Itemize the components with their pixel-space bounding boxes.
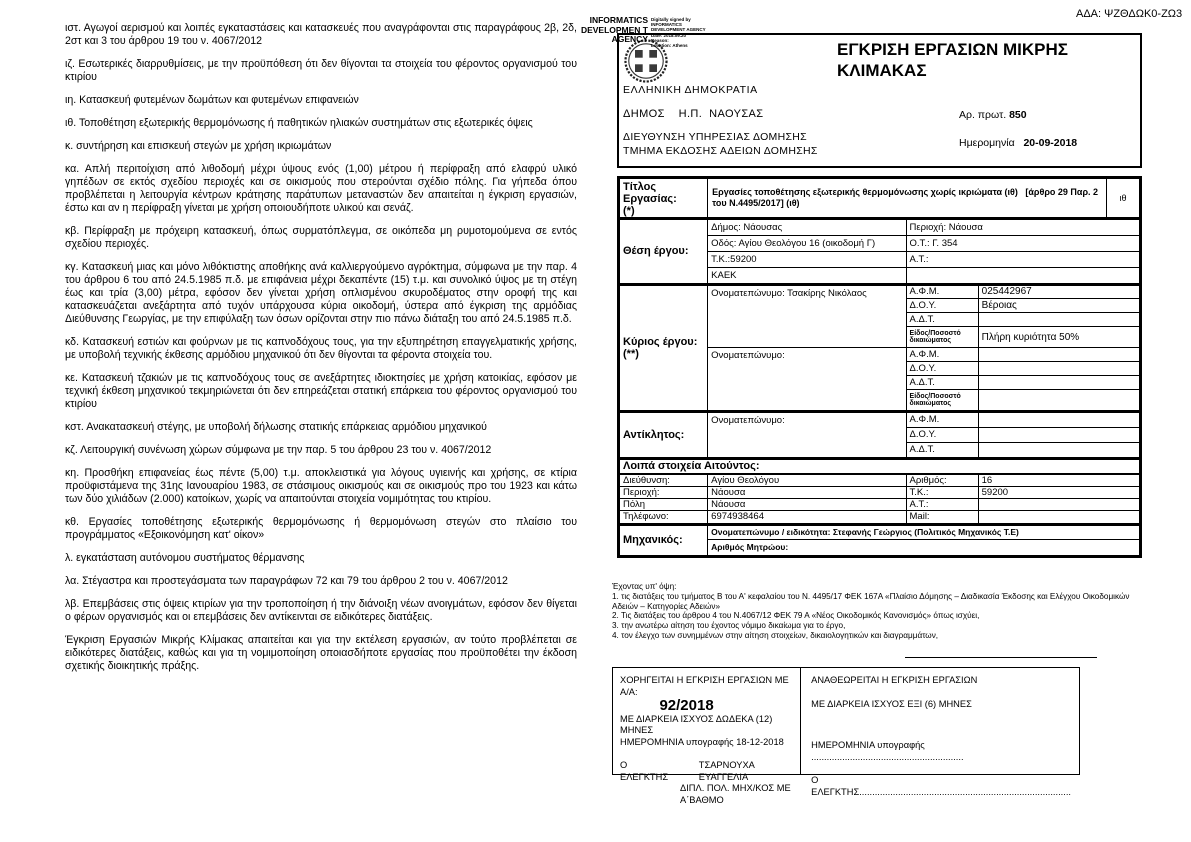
- title-row-table: [619, 178, 1140, 218]
- notes-intro: Έχοντας υπ' όψη:: [612, 582, 677, 591]
- issue-date-line: [959, 137, 1077, 149]
- revision-line1: ΑΝΑΘΕΩΡΕΙΤΑΙ Η ΕΓΚΡΙΣΗ ΕΡΓΑΣΙΩΝ: [811, 675, 978, 685]
- owner1-right-kind-value: Πλήρη κυριότητα 50%: [978, 327, 1139, 348]
- grant-duration: ΜΕ ΔΙΑΡΚΕΙΑ ΙΣΧΥΟΣ ΔΩΔΕΚΑ (12) ΜΗΝΕΣ: [620, 713, 773, 735]
- legal-paragraph: κα. Απλή περιτοίχιση από λιθοδομή μέχρι ύψους ενός (1,00) μέτρου ή περίφραξη από ελαφρύ υλικό γηπέδων σε εκτός σχεδίου περιοχές και σε οικισμούς που στερούνται σχέδιο πόλης. Για γήπεδα όπου προβλέπεται η λειτουργία κέντρων κράτησης παράτυπων μεταναστών δεν απαιτείται η έγκριση εργασιών, έστω και αν η περίφραξη γίνεται με χρήση οποιουδήποτε υλικού και σενάζ.: [65, 163, 577, 214]
- legal-paragraph: ιζ. Εσωτερικές διαρρυθμίσεις, με την προϋπόθεση ότι δεν θίγονται τα στοιχεία του φέροντος οργανισμού του κτιρίου: [65, 58, 577, 83]
- owner1-adt-value: [978, 313, 1139, 327]
- stamp-line: Location: Athens: [651, 43, 688, 49]
- works-approval-table: [617, 176, 1142, 558]
- legal-paragraph: ιη. Κατασκευή φυτεμένων δωμάτων και φυτεμένων επιφανειών: [65, 94, 359, 106]
- owner2-name: Ονοματεπώνυμο:: [708, 348, 906, 411]
- owner2-doy-label: Δ.Ο.Υ.: [906, 362, 978, 376]
- applicant-city-value: Νάουσα: [708, 498, 906, 510]
- owner-asterisk: (**): [623, 347, 639, 360]
- proxy-label: Αντίκλητος:: [620, 412, 708, 457]
- owner2-right-kind-value: [978, 390, 1139, 411]
- applicant-header: Λοιπά στοιχεία Αιτούντος:: [620, 459, 1140, 474]
- owner1-adt-label: Α.Δ.Τ.: [906, 313, 978, 327]
- approval-number: 92/2018: [659, 697, 714, 714]
- applicant-number-label: Αριθμός:: [906, 474, 978, 487]
- owner1-name: Ονοματεπώνυμο: Τσακίρης Νικόλαος: [708, 285, 906, 348]
- engineer-name-specialty: Ονοματεπώνυμο / ειδικότητα: Στεφανής Γεώργιος (Πολιτικός Μηχανικός Τ.Ε): [708, 525, 1140, 540]
- note-item: 4. τον έλεγχο των συνημμένων στην αίτηση στοιχείων, δικαιολογητικών και διαγραμμάτων,: [612, 630, 939, 640]
- department-label: ΤΜΗΜΑ ΕΚΔΟΣΗΣ ΑΔΕΙΩΝ ΔΟΜΗΣΗΣ: [623, 144, 818, 157]
- owner1-doy-value: Βέροιας: [978, 299, 1139, 313]
- legal-paragraph: κ. συντήρηση και επισκευή στεγών με χρήση ικριωμάτων: [65, 140, 332, 152]
- engineer-section: [619, 524, 1140, 557]
- grant-left-cell: [613, 668, 801, 805]
- proxy-name: Ονοματεπώνυμο:: [708, 412, 906, 457]
- work-title-label-cell: [620, 179, 708, 218]
- note-item: 3. την ανωτέρω αίτηση του έχοντος νόμιμο δικαίωμα για το έργο,: [612, 621, 846, 631]
- owner2-adt-value: [978, 376, 1139, 390]
- legal-paragraph: κστ. Ανακατασκευή στέγης, με υποβολή δήλωσης στατικής επάρκειας αρμόδιου μηχανικού: [65, 421, 487, 433]
- field-block: Ο.Τ.: Γ. 354: [906, 235, 1139, 251]
- field-postcode: Τ.Κ.:59200: [708, 251, 906, 267]
- applicant-address-label: Διεύθυνση:: [620, 474, 708, 487]
- field-area: Περιοχή: Νάουσα: [906, 219, 1139, 235]
- revision-right-cell: [801, 668, 1079, 797]
- field-municipality: Δήμος: Νάουσας: [708, 219, 906, 235]
- legal-paragraph: λ. εγκατάσταση αυτόνομου συστήματος θέρμανσης: [65, 552, 305, 564]
- location-section: [619, 218, 1140, 284]
- proxy-adt-value: [978, 442, 1139, 457]
- note-item: 1. τις διατάξεις του τμήματος Β του Α' κεφαλαίου του Ν. 4495/17 ΦΕΚ 167Α «Πλαίσιο Δόμησης – Διαδικασία Έκδοσης και Ελέγχου Οικοδομικών Αδειών – Κατηγορίες Αδειών»: [612, 591, 1130, 611]
- applicant-at-value: [978, 498, 1139, 510]
- legal-paragraph: κη. Προσθήκη επιφανείας έως πέντε (5,00) τ.μ. αποκλειστικά για λόγους υγιεινής και χρήσης, σε κτίρια προϋφιστάμενα της 31ης Ιανουαρίου 1983, σε στάσιμους οικισμούς και σε οικισμούς προ του 1923 και κάτω των δύο χιλιάδων (2.000) κατοίκων, χωρίς να απαιτούνται στοιχεία νομιμότητας του κτιρίου.: [65, 467, 577, 505]
- revision-sign-date: ΗΜΕΡΟΜΗΝΙΑ υπογραφής ...........................................................: [811, 740, 964, 762]
- grant-line1: ΧΟΡΗΓΕΙΤΑΙ Η ΕΓΚΡΙΣΗ ΕΡΓΑΣΙΩΝ ΜΕ Α/Α:: [620, 675, 789, 697]
- inspector-title: ΔΙΠΛ. ΠΟΛ. ΜΗΧ/ΚΟΣ ΜΕ Α΄ΒΑΘΜΟ: [680, 783, 791, 805]
- owner2-afm-label: Α.Φ.Μ.: [906, 348, 978, 362]
- protocol-number-line: [959, 109, 1027, 121]
- proxy-doy-label: Δ.Ο.Υ.: [906, 427, 978, 442]
- republic-label: ΕΛΛΗΝΙΚΗ ΔΗΜΟΚΡΑΤΙΑ: [623, 84, 758, 96]
- signature-divider-line: [905, 657, 1097, 658]
- applicant-mail-value: [978, 510, 1139, 523]
- municipality-label: ΔΗΜΟΣ Η.Π. ΝΑΟΥΣΑΣ: [623, 108, 764, 120]
- document-title: ΕΓΚΡΙΣΗ ΕΡΓΑΣΙΩΝ ΜΙΚΡΗΣ ΚΛΙΜΑΚΑΣ: [837, 40, 1068, 80]
- approval-grant-box: [612, 667, 1080, 805]
- field-street: Οδός: Αγίου Θεολόγου 16 (οικοδομή Γ): [708, 235, 906, 251]
- applicant-at-label: Α.Τ.:: [906, 498, 978, 510]
- owner1-right-kind-label: Είδος/Ποσοστό δικαιώματος: [906, 327, 978, 348]
- proxy-doy-value: [978, 427, 1139, 442]
- applicant-city-label: Πόλη: [620, 498, 708, 510]
- field-at: Α.Τ.:: [906, 251, 1139, 267]
- proxy-afm-value: [978, 412, 1139, 427]
- stamp-line: DEVELOPMENT AGENCY: [651, 27, 706, 33]
- issue-date: 20-09-2018: [1023, 137, 1078, 149]
- legal-paragraph: Έγκριση Εργασιών Μικρής Κλίμακας απαιτείται και για την εκτέλεση εργασιών, αν τούτο προβλέπεται σε ειδικότερες διατάξεις, καθώς και για τη νομιμοποίηση οποιασδήποτε εργασίας που προϋποθέτει την έκδοση σχετικής διοικητικής πράξης.: [65, 634, 577, 672]
- stamp-line: INFORMATICS: [651, 22, 682, 28]
- signature-agency-stamp: INFORMATICS DEVELOPMEN T AGENCY: [580, 15, 648, 44]
- legal-paragraph: κε. Κατασκευή τζακιών με τις καπνοδόχους τους σε ανεξάρτητες ιδιοκτησίες με χρήση κατοικίας, εφόσον με τεχνική έκθεση μηχανικού τεκμηριώνεται ότι δεν επηρεάζεται στατική επάρκεια του φέροντος οργανισμού του κτιρίου: [65, 372, 577, 410]
- legal-basis-notes: [612, 582, 1142, 641]
- owner2-doy-value: [978, 362, 1139, 376]
- proxy-afm-label: Α.Φ.Μ.: [906, 412, 978, 427]
- legal-paragraph: λβ. Επεμβάσεις στις όψεις κτιρίων για την τροποποίηση ή την διάνοιξη νέων ανοιγμάτων, εφόσον δεν θίγεται ο φέρων οργανισμός και οι επεμβάσεις δεν αντίκεινται σε ειδικότερες διατάξεις.: [65, 598, 577, 623]
- applicant-tk-label: Τ.Κ.:: [906, 486, 978, 498]
- field-kaek-value: [906, 267, 1139, 283]
- applicant-tk-value: 59200: [978, 486, 1139, 498]
- stamp-line: Date: 2018.09.20: [651, 32, 687, 38]
- digital-signature-detail: [651, 17, 721, 48]
- applicant-section: [619, 458, 1140, 524]
- applicant-phone-value: 6974938464: [708, 510, 906, 523]
- owner2-adt-label: Α.Δ.Τ.: [906, 376, 978, 390]
- owner2-afm-value: [978, 348, 1139, 362]
- owner-label-cell: [620, 285, 708, 411]
- location-label: Θέση έργου:: [620, 219, 708, 283]
- applicant-mail-label: Mail:: [906, 510, 978, 523]
- work-title-asterisk: (*): [623, 205, 635, 217]
- legal-paragraph: κβ. Περίφραξη με πρόχειρη κατασκευή, όπως συρματόπλεγμα, σε οικόπεδα μη ρυμοτομούμενα σε εντός σχεδίου περιοχές.: [65, 225, 577, 250]
- legal-paragraph: ιστ. Αγωγοί αερισμού και λοιπές εγκαταστάσεις και κατασκευές που αναγράφονται στις παραγράφους 2β, 2δ, 2στ και 3 του άρθρου 19 του ν. 4067/2012: [65, 22, 577, 47]
- applicant-area-label: Περιοχή:: [620, 486, 708, 498]
- owner-label: Κύριος έργου:: [623, 335, 698, 348]
- directorate-block: [623, 131, 818, 158]
- legal-text-column: [65, 22, 577, 683]
- legal-paragraph: λα. Στέγαστρα και προστεγάσματα των παραγράφων 72 και 79 του άρθρου 2 του ν. 4067/2012: [65, 575, 508, 587]
- stamp-line: Reason:: [651, 37, 669, 43]
- owner1-doy-label: Δ.Ο.Υ.: [906, 299, 978, 313]
- directorate-label: ΔΙΕΥΘΥΝΣΗ ΥΠΗΡΕΣΙΑΣ ΔΟΜΗΣΗΣ: [623, 131, 807, 143]
- applicant-area-value: Νάουσα: [708, 486, 906, 498]
- applicant-phone-label: Τηλέφωνο:: [620, 510, 708, 523]
- proxy-adt-label: Α.Δ.Τ.: [906, 442, 978, 457]
- date-label: Ημερομηνία: [959, 137, 1015, 149]
- revision-inspector: Ο ΕΛΕΓΚΤΗΣ..................................................................................: [811, 775, 1072, 797]
- grant-sign-date: ΗΜΕΡΟΜΗΝΙΑ υπογραφής 18-12-2018: [620, 736, 784, 747]
- field-kaek: ΚΑΕΚ: [708, 267, 906, 283]
- work-category-code: ιθ: [1106, 179, 1139, 218]
- engineer-registry-number: Αριθμός Μητρώου:: [708, 540, 1140, 556]
- inspector-label: Ο ΕΛΕΓΚΤΗΣ: [620, 760, 669, 782]
- ada-code: ΑΔΑ: ΨΖΘΔΩΚ0-ΖΩ3: [1076, 8, 1183, 20]
- proxy-section: [619, 411, 1140, 458]
- work-title-value: Εργασίες τοποθέτησης εξωτερικής θερμομόνωσης χωρίς ικριώματα (ιθ) [άρθρο 29 Παρ. 2 του Ν.4495/2017] (ιθ): [708, 179, 1107, 218]
- applicant-number-value: 16: [978, 474, 1139, 487]
- stamp-line: Digitally signed by: [651, 17, 691, 22]
- legal-paragraph: κθ. Εργασίες τοποθέτησης εξωτερικής θερμομόνωσης ή θερμομόνωση στεγών στο πλαίσιο του προγράμματος «Εξοικονόμηση κατ' οίκον»: [65, 516, 577, 541]
- note-item: 2. Τις διατάξεις του άρθρου 4 του Ν.4067/12 ΦΕΚ 79 Α «Νέος Οικοδομικός Κανονισμός» όπως ισχύει,: [612, 611, 980, 621]
- applicant-address-value: Αγίου Θεολόγου: [708, 474, 906, 487]
- work-title-label: Τίτλος Εργασίας:: [623, 181, 677, 205]
- revision-duration: ΜΕ ΔΙΑΡΚΕΙΑ ΙΣΧΥΟΣ ΕΞΙ (6) ΜΗΝΕΣ: [811, 698, 972, 709]
- inspector-row: [620, 760, 793, 783]
- legal-paragraph: κζ. Λειτουργική συνένωση χώρων σύμφωνα με την παρ. 5 του άρθρου 23 του ν. 4067/2012: [65, 444, 492, 456]
- legal-paragraph: ιθ. Τοποθέτηση εξωτερικής θερμομόνωσης ή παθητικών ηλιακών συστημάτων στις εξωτερικές όψεις: [65, 117, 533, 129]
- form-header-box: [617, 33, 1142, 168]
- legal-paragraph: κγ. Κατασκευή μιας και μόνο λιθόκτιστης αποθήκης ανά καλλιεργούμενο αγρόκτημα, σύμφωνα με την παρ. 4 του άρθρου 6 του από 24.5.1985 π.δ. με επιφάνεια μέχρι δεκαπέντε (15) τ.μ. και συνολικό ύψος με τη στέγη έως και τρία (3,00) μέτρα, εφόσον δεν γίνεται χρήση οπλισμένου σκυροδέματος στην οροφή της και κατασκευάζεται ανεξάρτητα από τυχόν υπάρχουσα κύρια οικοδομή, ύστερα από έγκριση της αρμόδιας Διεύθυνσης Γεωργίας, με την επιφύλαξη των όσων ορίζονται στην πιο πάνω διάταξη του από 24.5.1985 π.δ.: [65, 261, 577, 325]
- inspector-name: ΤΣΑΡΝΟΥΧΑ ΕΥΑΓΓΕΛΙΑ: [698, 760, 755, 782]
- protocol-number: 850: [1009, 109, 1027, 121]
- engineer-label: Μηχανικός:: [620, 525, 708, 556]
- owner-section: [619, 284, 1140, 412]
- legal-paragraph: κδ. Κατασκευή εστιών και φούρνων με τις καπνοδόχους τους, για την εξυπηρέτηση επαγγελματικής χρήσης, με υποβολή τεχνικής έκθεσης αρμόδιου μηχανικού ότι δεν θίγονται τα φέροντα στοιχεία του.: [65, 336, 577, 361]
- owner1-afm-label: Α.Φ.Μ.: [906, 285, 978, 299]
- owner2-right-kind-label: Είδος/Ποσοστό δικαιώματος: [906, 390, 978, 411]
- protocol-label: Αρ. πρωτ.: [959, 109, 1007, 121]
- owner1-afm-value: 025442967: [978, 285, 1139, 299]
